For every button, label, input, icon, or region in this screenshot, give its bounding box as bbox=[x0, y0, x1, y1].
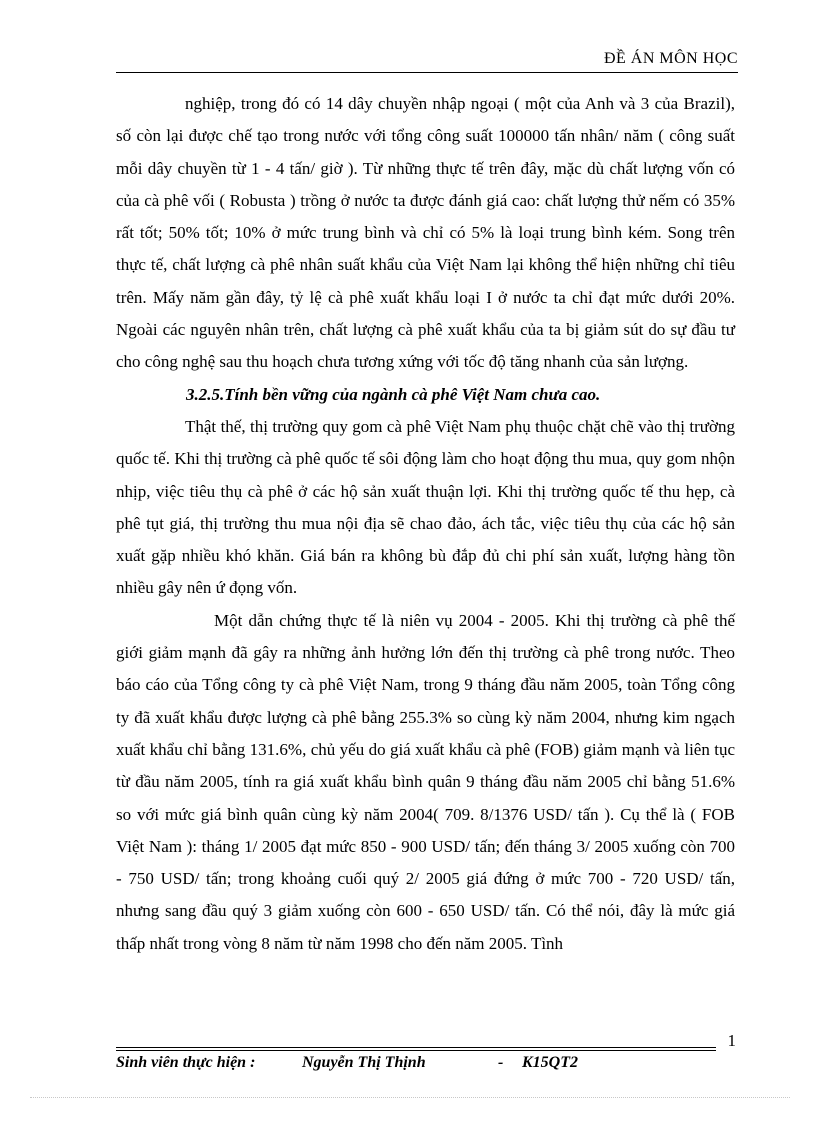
section-heading: 3.2.5.Tính bền vững của ngành cà phê Việt Nam chưa cao. bbox=[186, 384, 601, 404]
footer-student-name: Nguyễn Thị Thịnh bbox=[302, 1054, 426, 1071]
footer bbox=[116, 1054, 578, 1072]
paragraph-2: Thật thế, thị trường quy gom cà phê Việt Nam phụ thuộc chặt chẽ vào thị trường quốc tế. Khi thị trường cà phê quốc tế sôi động làm cho hoạt động thu mua, quy gom nhộn nhịp, việc tiêu thụ cà phê ở các hộ sản xuất thuận lợi. Khi thị trường quốc tế thu hẹp, cà phê tụt giá, thị trường thu mua nội địa sẽ chao đảo, ách tắc, việc tiêu thụ của các hộ sản xuất gặp nhiều khó khăn. Giá bán ra không bù đắp đủ chi phí sản xuất, lượng hàng tồn nhiều gây nên ứ đọng vốn. bbox=[116, 416, 735, 598]
footer-class-code: K15QT2 bbox=[522, 1054, 578, 1071]
footer-rule-top bbox=[116, 1047, 716, 1048]
paragraph-1: nghiệp, trong đó có 14 dây chuyền nhập ngoại ( một của Anh và 3 của Brazil), số còn lại được chế tạo trong nước với tổng công suất 100000 tấn nhân/ năm ( công suất mỗi dây chuyền từ 1 - 4 tấn/ giờ ). Từ những thực tế trên đây, mặc dù chất lượng vốn có của cà phê vối ( Robusta ) trồng ở nước ta được đánh giá cao: chất lượng thử nếm có 35% rất tốt; 50% tốt; 10% ở mức trung bình và chỉ có 5% là loại trung bình kém. Song trên thực tế, chất lượng cà phê nhân suất khẩu của Việt Nam lại không thể hiện những chỉ tiêu trên. Mấy năm gần đây, tỷ lệ cà phê xuất khẩu loại I ở nước ta chỉ đạt mức dưới 20%. Ngoài các nguyên nhân trên, chất lượng cà phê xuất khẩu của ta bị giảm sút do sự đầu tư cho công nghệ sau thu hoạch chưa tương xứng với tốc độ tăng nhanh của sản lượng. bbox=[116, 94, 735, 372]
paragraph-3: Một dẫn chứng thực tế là niên vụ 2004 - 2005. Khi thị trường cà phê thế giới giảm mạnh đã gây ra những ảnh hưởng lớn đến thị trường cà phê trong nước. Theo báo cáo của Tổng công ty cà phê Việt Nam, trong 9 tháng đầu năm 2005, toàn Tổng công ty đã xuất khẩu được lượng cà phê bằng 255.3% so cùng kỳ năm 2004, nhưng kim ngạch xuất khẩu chỉ bằng 131.6%, chủ yếu do giá xuất khẩu cà phê (FOB) giảm mạnh và liên tục từ đầu năm 2005, tính ra giá xuất khẩu bình quân 9 tháng đầu năm 2005 chỉ bằng 51.6% so với mức giá bình quân cùng kỳ năm 2004( 709. 8/1376 USD/ tấn ). Cụ thể là ( FOB Việt Nam ): tháng 1/ 2005 đạt mức 850 - 900 USD/ tấn; đến tháng 3/ 2005 xuống còn 700 - 750 USD/ tấn; trong khoảng cuối quý 2/ 2005 giá đứng ở mức 700 - 720 USD/ tấn, nhưng sang đầu quý 3 giảm xuống còn 600 - 650 USD/ tấn. Có thể nói, đây là mức giá thấp nhất trong vòng 8 năm từ năm 1998 cho đến năm 2005. Tình bbox=[116, 610, 735, 953]
header-rule bbox=[116, 72, 738, 73]
header-title: ĐỀ ÁN MÔN HỌC bbox=[603, 50, 738, 67]
page-number: 1 bbox=[727, 1031, 736, 1050]
body-text bbox=[116, 88, 735, 960]
footer-label: Sinh viên thực hiện : bbox=[116, 1054, 256, 1071]
footer-rule-bottom bbox=[116, 1050, 716, 1051]
footer-dash: - bbox=[498, 1054, 504, 1071]
page-edge-dotted-line bbox=[30, 1097, 790, 1098]
